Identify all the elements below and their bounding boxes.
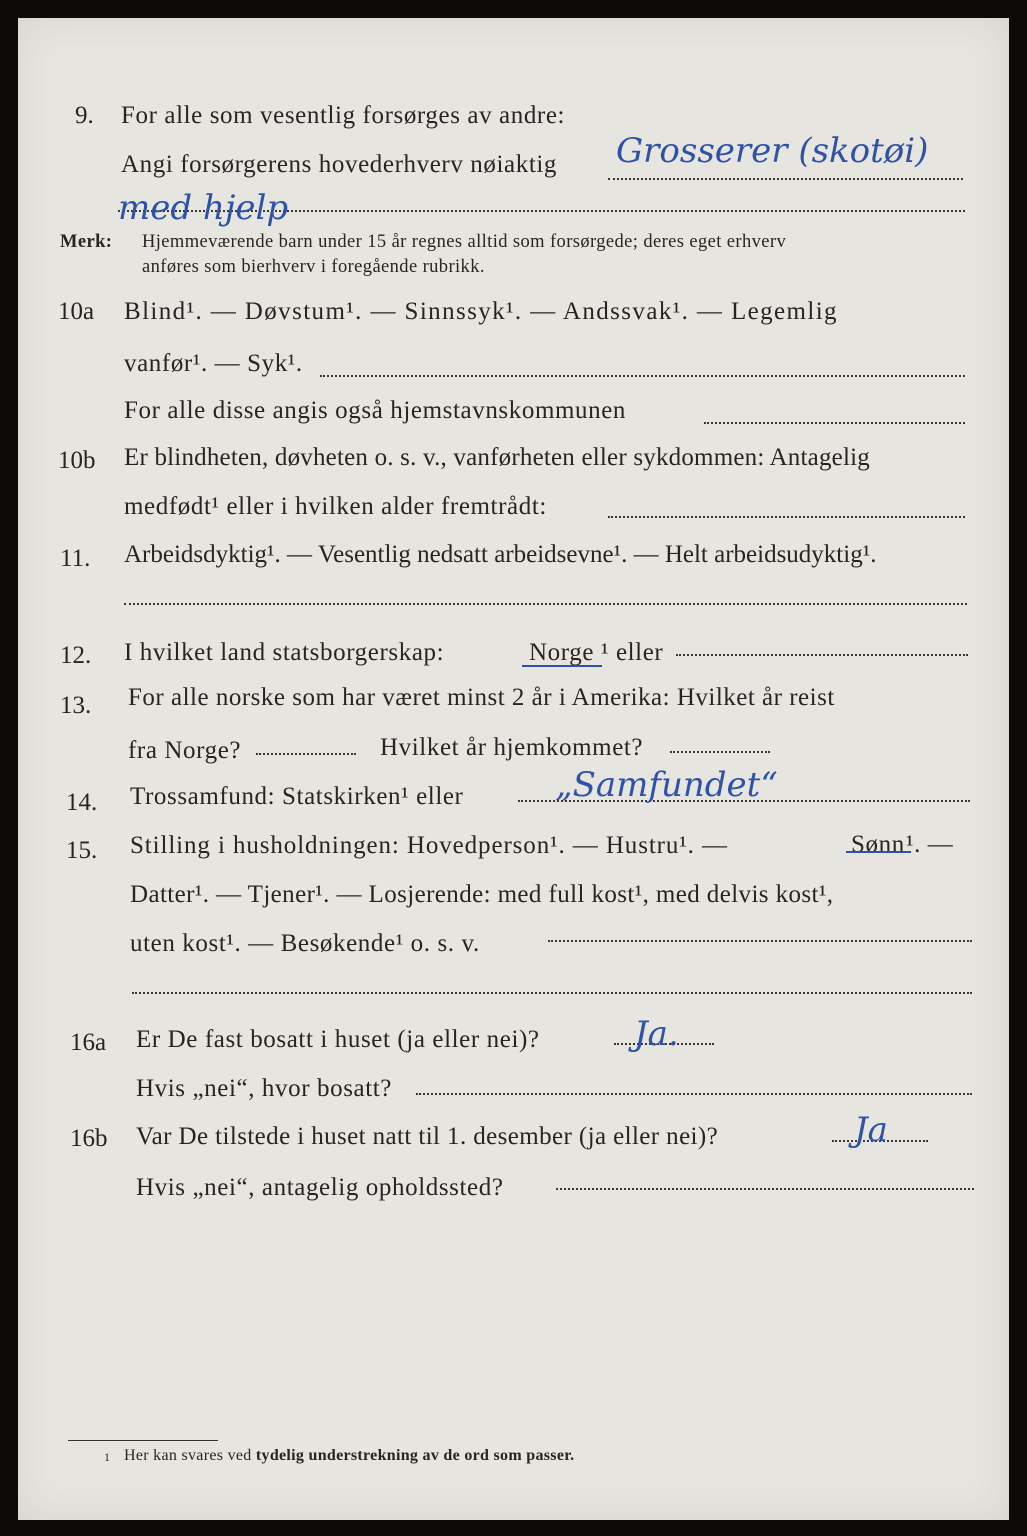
q9-line2: Angi forsørgerens hovederhverv nøiaktig [121,151,558,178]
q12-number: 12. [60,642,92,669]
q16b-handwritten-answer: Ja [854,1110,888,1150]
q9-answer-line1 [608,178,963,180]
q10a-hjemstavn-line [704,422,965,424]
q10b-number: 10b [58,447,96,474]
q11-line1: Arbeidsdyktig¹. — Vesentlig nedsatt arbeidsevne¹. — Helt arbeidsudyktig¹. [124,541,877,568]
q10a-number: 10a [58,298,95,325]
footnote-text [124,1447,574,1465]
q9-number: 9. [75,102,94,129]
q9-handwritten-answer2: med hjelp [118,188,289,228]
q14-handwritten-answer: „Samfundet“ [555,765,778,805]
q15-sonn-underline [846,851,911,853]
q13-hjemkommet-line [670,751,770,753]
q15-number: 15. [66,837,98,864]
q16a-line1: Er De fast bosatt i huset (ja eller nei)? [136,1026,540,1053]
q12-norge: Norge [529,639,595,666]
q12-norge-underline [522,665,602,667]
q16b-number: 16b [70,1125,108,1152]
q15-extra-line [132,992,972,994]
q11-number: 11. [60,545,91,572]
q14-line1: Trossamfund: Statskirken¹ eller [130,783,464,810]
q15-line2: Datter¹. — Tjener¹. — Losjerende: med full kost¹, med delvis kost¹, [130,881,834,908]
q10a-line2: vanfør¹. — Syk¹. [124,350,303,377]
q15-sonn: Sønn [851,831,905,858]
footnote-text-bold: tydelig understrekning av de ord som passer. [255,1447,575,1464]
q16a-number: 16a [70,1029,107,1056]
merk-label: Merk: [60,232,113,252]
footnote-mark: 1 [104,1450,111,1464]
footnote-rule [68,1440,218,1441]
merk-line2: anføres som bierhverv i foregående rubrikk. [142,257,485,277]
q15-line1-pre: Stilling i husholdningen: Hovedperson¹. — Hustru¹. — [130,832,728,859]
q13-number: 13. [60,692,92,719]
q13-line2b: Hvilket år hjemkommet? [380,734,644,761]
q10a-answer-line [320,375,965,377]
q16a-bosatt-line [416,1093,972,1095]
q10b-line1: Er blindheten, døvheten o. s. v., vanførheten eller sykdommen: Antagelig [124,444,870,471]
q16b-opholdssted-line [556,1188,974,1190]
q15-line1-post: ¹. — [906,831,954,858]
q10b-answer-line [608,516,965,518]
q13-reist-line [256,753,356,755]
q9-line1: For alle som vesentlig forsørges av andre: [121,102,566,129]
footnote-text-pre: Her kan svares ved [124,1447,252,1464]
census-form-page [18,18,1009,1520]
q16a-handwritten-answer: Ja. [634,1014,679,1054]
q15-answer-line [548,940,972,942]
q10b-line2: medfødt¹ eller i hvilken alder fremtrådt: [124,493,547,520]
q12-line1-pre: I hvilket land statsborgerskap: [124,639,445,666]
q10a-line3: For alle disse angis også hjemstavnskommunen [124,397,627,424]
q12-answer-line [676,654,968,656]
q14-number: 14. [66,789,98,816]
merk-line1: Hjemmeværende barn under 15 år regnes alltid som forsørgede; deres eget erhverv [142,232,787,252]
q13-line2a: fra Norge? [128,737,242,764]
q15-line3: uten kost¹. — Besøkende¹ o. s. v. [130,930,480,957]
q16a-line2: Hvis „nei“, hvor bosatt? [136,1075,393,1102]
q12-line1-post: ¹ eller [601,639,664,666]
q9-handwritten-answer1: Grosserer (skotøi) [616,131,929,171]
q11-answer-line [124,603,967,605]
q16b-line1: Var De tilstede i huset natt til 1. desember (ja eller nei)? [136,1123,719,1150]
q16b-line2: Hvis „nei“, antagelig opholdssted? [136,1174,504,1201]
q10a-line1: Blind¹. — Døvstum¹. — Sinnssyk¹. — Andssvak¹. — Legemlig [124,298,838,325]
q13-line1: For alle norske som har været minst 2 år i Amerika: Hvilket år reist [128,684,835,711]
